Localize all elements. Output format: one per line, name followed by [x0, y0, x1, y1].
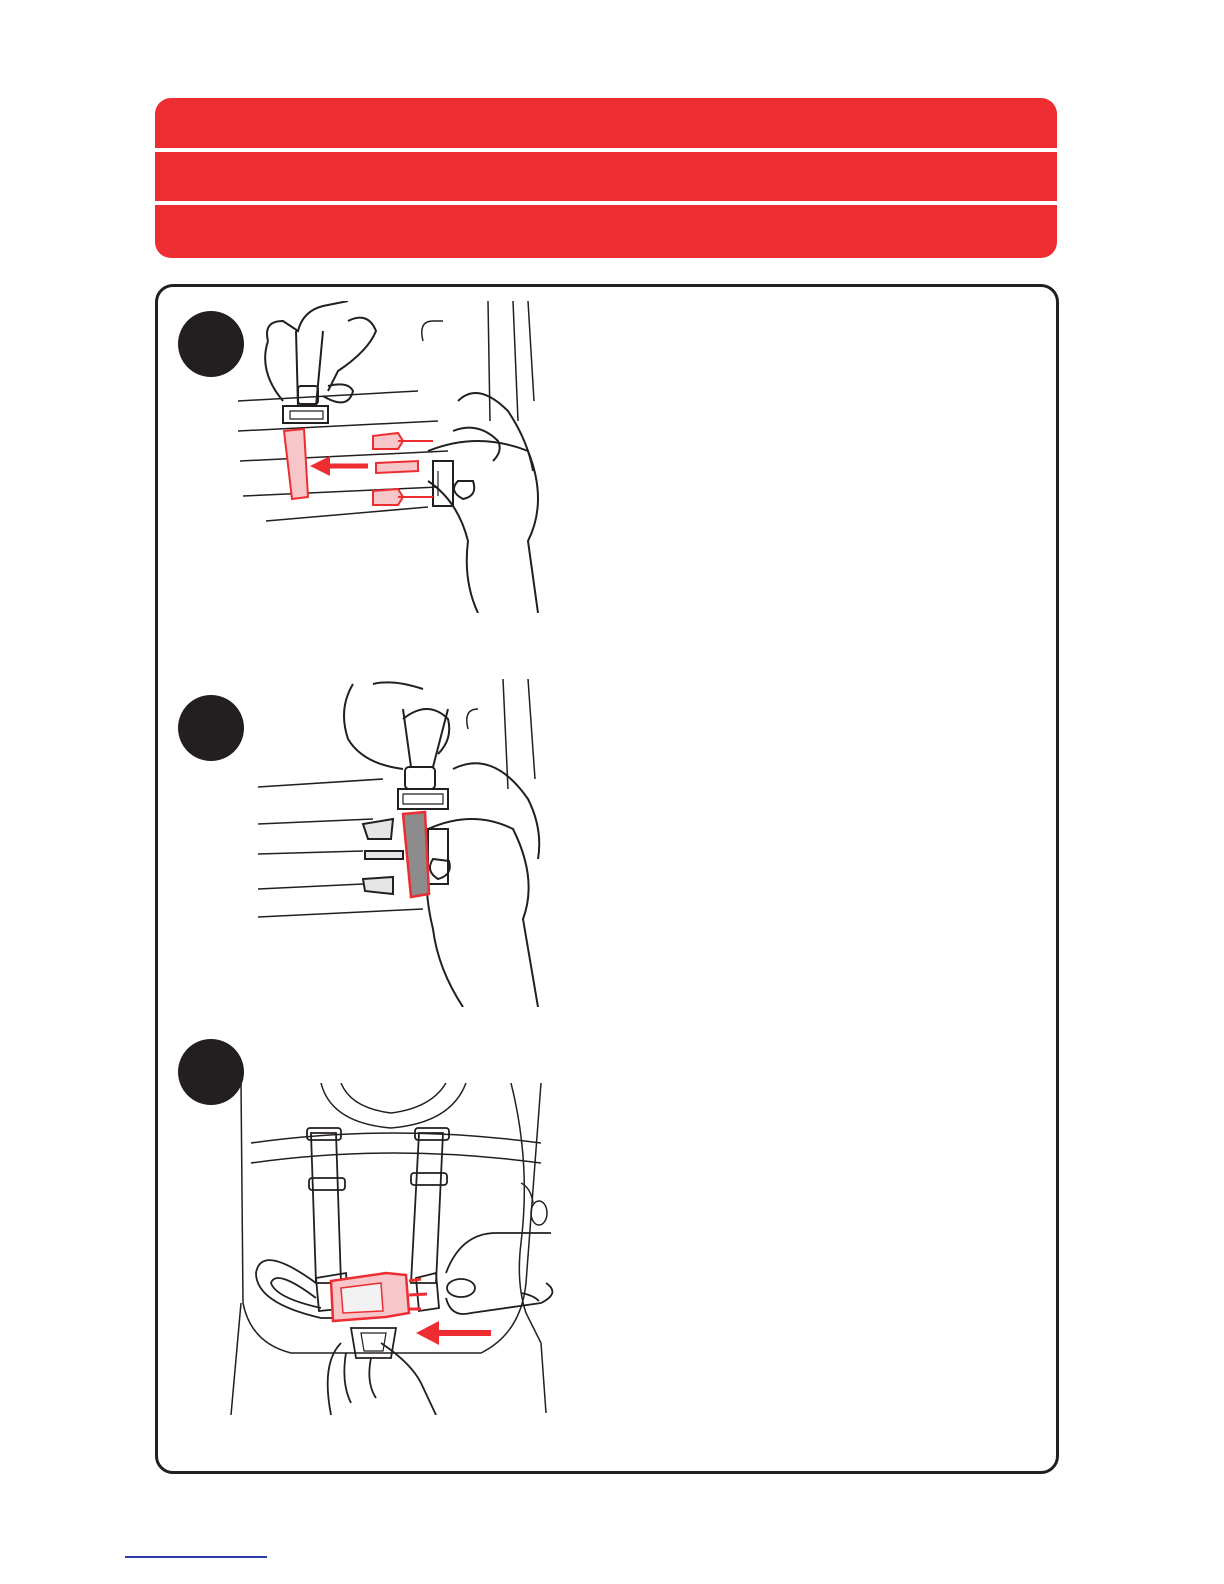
step-2-illustration — [253, 679, 543, 1007]
step-1-illustration — [228, 301, 548, 613]
buckle-insert-illustration — [253, 679, 543, 1007]
instructions-panel — [155, 284, 1059, 1474]
buckle-release-illustration — [228, 301, 548, 613]
crotch-buckle-illustration — [221, 1083, 561, 1415]
footer-rule — [125, 1556, 267, 1558]
header-banner — [155, 98, 1057, 258]
step-2-badge — [178, 695, 244, 761]
header-band-1 — [155, 98, 1057, 148]
header-band-2 — [155, 152, 1057, 201]
step-3-illustration — [221, 1083, 561, 1415]
header-band-3 — [155, 205, 1057, 258]
